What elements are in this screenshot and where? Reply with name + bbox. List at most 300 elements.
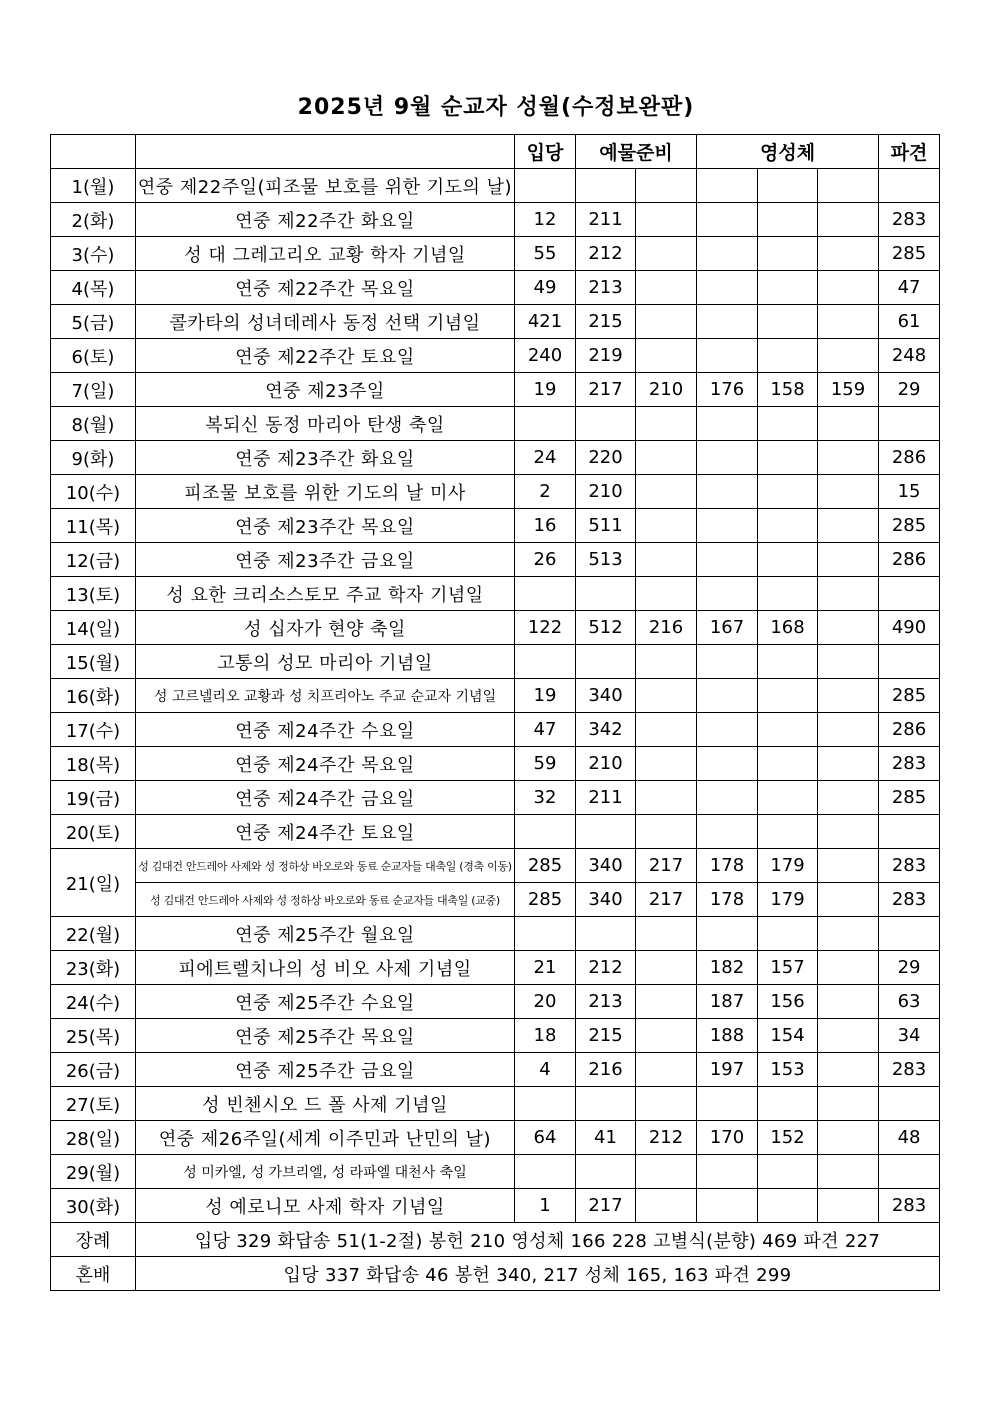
communion-cell (818, 1189, 879, 1223)
day-cell: 29(월) (51, 1155, 136, 1189)
dismissal-cell (879, 645, 940, 679)
entrance-cell (515, 1087, 576, 1121)
celebration-cell: 성 김대건 안드레아 사제와 성 정하상 바오로와 동료 순교자들 대축일 (교중) (136, 883, 515, 917)
dismissal-cell: 283 (879, 1189, 940, 1223)
offertory-cell: 217 (576, 1189, 636, 1223)
table-body (51, 169, 940, 1291)
communion-cell (818, 611, 879, 645)
celebration-cell: 연중 제23주간 목요일 (136, 509, 515, 543)
celebration-cell: 연중 제26주일(세계 이주민과 난민의 날) (136, 1121, 515, 1155)
communion-cell (697, 475, 758, 509)
communion-cell (818, 1087, 879, 1121)
dismissal-cell: 34 (879, 1019, 940, 1053)
day-cell: 15(월) (51, 645, 136, 679)
day-cell: 13(토) (51, 577, 136, 611)
celebration-cell: 연중 제25주간 목요일 (136, 1019, 515, 1053)
communion-cell (818, 713, 879, 747)
table-row (51, 373, 940, 407)
communion-cell (697, 645, 758, 679)
offertory-cell: 217 (576, 373, 636, 407)
celebration-cell: 연중 제24주간 수요일 (136, 713, 515, 747)
day-cell: 20(토) (51, 815, 136, 849)
offertory-cell (576, 815, 636, 849)
communion-cell (818, 475, 879, 509)
table-row (51, 339, 940, 373)
communion-cell (697, 169, 758, 203)
offertory-cell (636, 577, 697, 611)
communion-cell (818, 883, 879, 917)
offertory-cell: 41 (576, 1121, 636, 1155)
communion-cell (758, 169, 818, 203)
communion-cell (697, 781, 758, 815)
communion-cell (818, 917, 879, 951)
communion-cell (758, 441, 818, 475)
celebration-cell: 연중 제25주간 수요일 (136, 985, 515, 1019)
dismissal-cell: 286 (879, 713, 940, 747)
dismissal-cell: 248 (879, 339, 940, 373)
entrance-cell: 59 (515, 747, 576, 781)
offertory-cell: 212 (576, 237, 636, 271)
communion-cell: 179 (758, 849, 818, 883)
dismissal-cell (879, 577, 940, 611)
entrance-cell: 21 (515, 951, 576, 985)
day-cell: 26(금) (51, 1053, 136, 1087)
communion-cell: 152 (758, 1121, 818, 1155)
offertory-cell: 342 (576, 713, 636, 747)
day-cell: 30(화) (51, 1189, 136, 1223)
entrance-cell: 1 (515, 1189, 576, 1223)
celebration-cell: 연중 제22주간 목요일 (136, 271, 515, 305)
communion-cell (697, 679, 758, 713)
table-row (51, 203, 940, 237)
table-row (51, 713, 940, 747)
communion-cell (818, 237, 879, 271)
communion-cell (758, 407, 818, 441)
offertory-cell (576, 169, 636, 203)
communion-cell (758, 679, 818, 713)
communion-cell (758, 1189, 818, 1223)
celebration-cell: 연중 제23주간 금요일 (136, 543, 515, 577)
communion-cell (758, 237, 818, 271)
day-cell: 17(수) (51, 713, 136, 747)
entrance-cell: 19 (515, 373, 576, 407)
table-row (51, 951, 940, 985)
dismissal-cell: 286 (879, 441, 940, 475)
day-cell: 27(토) (51, 1087, 136, 1121)
communion-cell (697, 1155, 758, 1189)
offertory-cell (636, 203, 697, 237)
communion-cell: 156 (758, 985, 818, 1019)
communion-cell: 197 (697, 1053, 758, 1087)
offertory-cell: 220 (576, 441, 636, 475)
offertory-cell: 216 (576, 1053, 636, 1087)
dismissal-cell: 285 (879, 509, 940, 543)
table-row (51, 1019, 940, 1053)
offertory-cell: 211 (576, 781, 636, 815)
communion-cell: 182 (697, 951, 758, 985)
celebration-cell: 성 예로니모 사제 학자 기념일 (136, 1189, 515, 1223)
table-row (51, 441, 940, 475)
celebration-cell: 연중 제22주간 토요일 (136, 339, 515, 373)
dismissal-cell: 490 (879, 611, 940, 645)
communion-cell (697, 577, 758, 611)
offertory-cell: 217 (636, 849, 697, 883)
day-cell: 14(일) (51, 611, 136, 645)
communion-cell (697, 713, 758, 747)
offertory-cell (636, 781, 697, 815)
communion-cell (758, 577, 818, 611)
dismissal-cell: 286 (879, 543, 940, 577)
day-cell: 8(월) (51, 407, 136, 441)
celebration-cell: 피조물 보호를 위한 기도의 날 미사 (136, 475, 515, 509)
celebration-cell: 연중 제24주간 목요일 (136, 747, 515, 781)
offertory-cell (636, 339, 697, 373)
offertory-cell: 511 (576, 509, 636, 543)
dismissal-cell: 283 (879, 203, 940, 237)
communion-cell (697, 543, 758, 577)
entrance-cell: 12 (515, 203, 576, 237)
footer-text: 입당 337 화답송 46 봉헌 340, 217 성체 165, 163 파견 299 (136, 1257, 940, 1291)
entrance-cell (515, 1155, 576, 1189)
communion-cell (758, 1087, 818, 1121)
entrance-cell: 18 (515, 1019, 576, 1053)
communion-cell (818, 679, 879, 713)
day-cell: 16(화) (51, 679, 136, 713)
table-header (51, 135, 940, 169)
offertory-cell: 213 (576, 271, 636, 305)
offertory-cell (636, 917, 697, 951)
offertory-cell (636, 1053, 697, 1087)
dismissal-cell: 285 (879, 781, 940, 815)
dismissal-cell: 283 (879, 883, 940, 917)
communion-cell (818, 305, 879, 339)
dismissal-cell: 285 (879, 237, 940, 271)
communion-cell: 176 (697, 373, 758, 407)
entrance-cell (515, 815, 576, 849)
offertory-cell (636, 475, 697, 509)
offertory-cell: 210 (576, 747, 636, 781)
celebration-cell: 성 십자가 현양 축일 (136, 611, 515, 645)
table-row (51, 543, 940, 577)
entrance-cell: 49 (515, 271, 576, 305)
communion-cell (697, 1087, 758, 1121)
entrance-cell: 64 (515, 1121, 576, 1155)
offertory-cell (636, 1087, 697, 1121)
offertory-cell (636, 305, 697, 339)
footer-label: 장례 (51, 1223, 136, 1257)
entrance-cell: 2 (515, 475, 576, 509)
header-communion: 영성체 (697, 135, 879, 169)
dismissal-cell: 285 (879, 679, 940, 713)
communion-cell: 159 (818, 373, 879, 407)
dismissal-cell: 283 (879, 849, 940, 883)
communion-cell (758, 781, 818, 815)
day-cell: 1(월) (51, 169, 136, 203)
celebration-cell: 성 요한 크리소스토모 주교 학자 기념일 (136, 577, 515, 611)
offertory-cell (636, 1155, 697, 1189)
communion-cell (697, 917, 758, 951)
offertory-cell (636, 237, 697, 271)
dismissal-cell: 63 (879, 985, 940, 1019)
header-offertory: 예물준비 (576, 135, 697, 169)
celebration-cell: 연중 제24주간 토요일 (136, 815, 515, 849)
day-cell: 23(화) (51, 951, 136, 985)
communion-cell (758, 305, 818, 339)
dismissal-cell (879, 1087, 940, 1121)
communion-cell (818, 645, 879, 679)
table-row (51, 509, 940, 543)
communion-cell (818, 951, 879, 985)
table-row (51, 747, 940, 781)
offertory-cell: 340 (576, 679, 636, 713)
celebration-cell: 성 김대건 안드레아 사제와 성 정하상 바오로와 동료 순교자들 대축일 (경축 이동) (136, 849, 515, 883)
offertory-cell (636, 713, 697, 747)
offertory-cell (636, 169, 697, 203)
communion-cell (818, 747, 879, 781)
communion-cell (818, 849, 879, 883)
header-dismissal: 파견 (879, 135, 940, 169)
offertory-cell (636, 407, 697, 441)
communion-cell: 187 (697, 985, 758, 1019)
dismissal-cell (879, 1155, 940, 1189)
celebration-cell: 성 빈첸시오 드 폴 사제 기념일 (136, 1087, 515, 1121)
table-row (51, 815, 940, 849)
footer-row (51, 1223, 940, 1257)
entrance-cell: 16 (515, 509, 576, 543)
celebration-cell: 연중 제25주간 월요일 (136, 917, 515, 951)
celebration-cell: 연중 제24주간 금요일 (136, 781, 515, 815)
day-cell: 5(금) (51, 305, 136, 339)
communion-cell: 154 (758, 1019, 818, 1053)
offertory-cell (636, 951, 697, 985)
table-row (51, 645, 940, 679)
celebration-cell: 연중 제23주간 화요일 (136, 441, 515, 475)
day-cell: 4(목) (51, 271, 136, 305)
entrance-cell: 47 (515, 713, 576, 747)
offertory-cell (636, 679, 697, 713)
celebration-cell: 성 미카엘, 성 가브리엘, 성 라파엘 대천사 축일 (136, 1155, 515, 1189)
day-cell: 3(수) (51, 237, 136, 271)
communion-cell (818, 203, 879, 237)
communion-cell (818, 985, 879, 1019)
offertory-cell: 219 (576, 339, 636, 373)
communion-cell: 168 (758, 611, 818, 645)
day-cell: 28(일) (51, 1121, 136, 1155)
communion-cell (697, 305, 758, 339)
communion-cell: 167 (697, 611, 758, 645)
entrance-cell: 285 (515, 883, 576, 917)
communion-cell (697, 203, 758, 237)
table-row (51, 1155, 940, 1189)
communion-cell (697, 271, 758, 305)
communion-cell: 157 (758, 951, 818, 985)
communion-cell (758, 747, 818, 781)
offertory-cell (576, 577, 636, 611)
day-cell: 7(일) (51, 373, 136, 407)
entrance-cell: 421 (515, 305, 576, 339)
footer-text: 입당 329 화답송 51(1-2절) 봉헌 210 영성체 166 228 고별식(분향) 469 파견 227 (136, 1223, 940, 1257)
offertory-cell: 513 (576, 543, 636, 577)
entrance-cell: 122 (515, 611, 576, 645)
celebration-cell: 고통의 성모 마리아 기념일 (136, 645, 515, 679)
offertory-cell: 210 (636, 373, 697, 407)
dismissal-cell: 15 (879, 475, 940, 509)
communion-cell (758, 815, 818, 849)
communion-cell (758, 339, 818, 373)
footer-label: 혼배 (51, 1257, 136, 1291)
table-row (51, 985, 940, 1019)
table-row (51, 849, 940, 883)
communion-cell (758, 917, 818, 951)
entrance-cell: 24 (515, 441, 576, 475)
table-row (51, 169, 940, 203)
day-cell: 6(토) (51, 339, 136, 373)
entrance-cell: 32 (515, 781, 576, 815)
communion-cell (758, 543, 818, 577)
communion-cell (697, 339, 758, 373)
entrance-cell (515, 407, 576, 441)
day-cell: 25(목) (51, 1019, 136, 1053)
celebration-cell: 성 대 그레고리오 교황 학자 기념일 (136, 237, 515, 271)
dismissal-cell (879, 815, 940, 849)
offertory-cell: 340 (576, 883, 636, 917)
day-cell: 11(목) (51, 509, 136, 543)
entrance-cell (515, 169, 576, 203)
entrance-cell: 55 (515, 237, 576, 271)
header-celebration (136, 135, 515, 169)
offertory-cell: 212 (576, 951, 636, 985)
communion-cell: 153 (758, 1053, 818, 1087)
communion-cell (697, 1189, 758, 1223)
communion-cell (818, 1155, 879, 1189)
offertory-cell (636, 1019, 697, 1053)
table-row (51, 781, 940, 815)
table-row (51, 611, 940, 645)
offertory-cell (636, 815, 697, 849)
dismissal-cell (879, 407, 940, 441)
communion-cell: 179 (758, 883, 818, 917)
offertory-cell: 212 (636, 1121, 697, 1155)
offertory-cell: 512 (576, 611, 636, 645)
entrance-cell: 285 (515, 849, 576, 883)
celebration-cell: 연중 제25주간 금요일 (136, 1053, 515, 1087)
offertory-cell (636, 271, 697, 305)
celebration-cell: 연중 제22주일(피조물 보호를 위한 기도의 날) (136, 169, 515, 203)
entrance-cell: 240 (515, 339, 576, 373)
offertory-cell: 213 (576, 985, 636, 1019)
celebration-cell: 콜카타의 성녀데레사 동정 선택 기념일 (136, 305, 515, 339)
communion-cell: 170 (697, 1121, 758, 1155)
day-cell: 2(화) (51, 203, 136, 237)
header-row (51, 135, 940, 169)
dismissal-cell: 283 (879, 1053, 940, 1087)
offertory-cell: 216 (636, 611, 697, 645)
offertory-cell (576, 1155, 636, 1189)
communion-cell: 188 (697, 1019, 758, 1053)
offertory-cell: 211 (576, 203, 636, 237)
communion-cell: 178 (697, 849, 758, 883)
offertory-cell: 217 (636, 883, 697, 917)
communion-cell (818, 407, 879, 441)
communion-cell (818, 509, 879, 543)
communion-cell (758, 475, 818, 509)
table-row (51, 407, 940, 441)
communion-cell (818, 1053, 879, 1087)
hymn-schedule-table (50, 134, 940, 1291)
dismissal-cell: 47 (879, 271, 940, 305)
day-cell: 18(목) (51, 747, 136, 781)
communion-cell (758, 203, 818, 237)
dismissal-cell: 283 (879, 747, 940, 781)
offertory-cell (576, 407, 636, 441)
table-row (51, 679, 940, 713)
table-row (51, 1087, 940, 1121)
entrance-cell: 20 (515, 985, 576, 1019)
communion-cell (818, 169, 879, 203)
communion-cell (818, 271, 879, 305)
offertory-cell: 340 (576, 849, 636, 883)
communion-cell (818, 1019, 879, 1053)
offertory-cell (636, 1189, 697, 1223)
communion-cell (818, 577, 879, 611)
table-row (51, 271, 940, 305)
dismissal-cell: 48 (879, 1121, 940, 1155)
communion-cell: 178 (697, 883, 758, 917)
offertory-cell (576, 917, 636, 951)
communion-cell: 158 (758, 373, 818, 407)
header-day (51, 135, 136, 169)
table-row (51, 237, 940, 271)
offertory-cell: 215 (576, 305, 636, 339)
celebration-cell: 연중 제23주일 (136, 373, 515, 407)
table-row (51, 917, 940, 951)
dismissal-cell (879, 169, 940, 203)
offertory-cell: 210 (576, 475, 636, 509)
dismissal-cell: 29 (879, 951, 940, 985)
offertory-cell (636, 441, 697, 475)
communion-cell (697, 815, 758, 849)
entrance-cell: 26 (515, 543, 576, 577)
communion-cell (697, 237, 758, 271)
entrance-cell (515, 917, 576, 951)
celebration-cell: 피에트렐치나의 성 비오 사제 기념일 (136, 951, 515, 985)
communion-cell (818, 339, 879, 373)
table-row (51, 1053, 940, 1087)
dismissal-cell: 61 (879, 305, 940, 339)
offertory-cell (636, 543, 697, 577)
day-cell: 12(금) (51, 543, 136, 577)
offertory-cell (576, 1087, 636, 1121)
communion-cell (758, 509, 818, 543)
table-row (51, 305, 940, 339)
communion-cell (818, 543, 879, 577)
table-row (51, 1189, 940, 1223)
communion-cell (758, 713, 818, 747)
day-cell: 24(수) (51, 985, 136, 1019)
celebration-cell: 연중 제22주간 화요일 (136, 203, 515, 237)
entrance-cell: 19 (515, 679, 576, 713)
communion-cell (697, 441, 758, 475)
communion-cell (697, 407, 758, 441)
day-cell: 9(화) (51, 441, 136, 475)
header-entrance: 입당 (515, 135, 576, 169)
offertory-cell (636, 985, 697, 1019)
entrance-cell (515, 645, 576, 679)
communion-cell (818, 815, 879, 849)
dismissal-cell (879, 917, 940, 951)
page-title: 2025년 9월 순교자 성월(수정보완판) (297, 95, 695, 120)
table-row (51, 577, 940, 611)
